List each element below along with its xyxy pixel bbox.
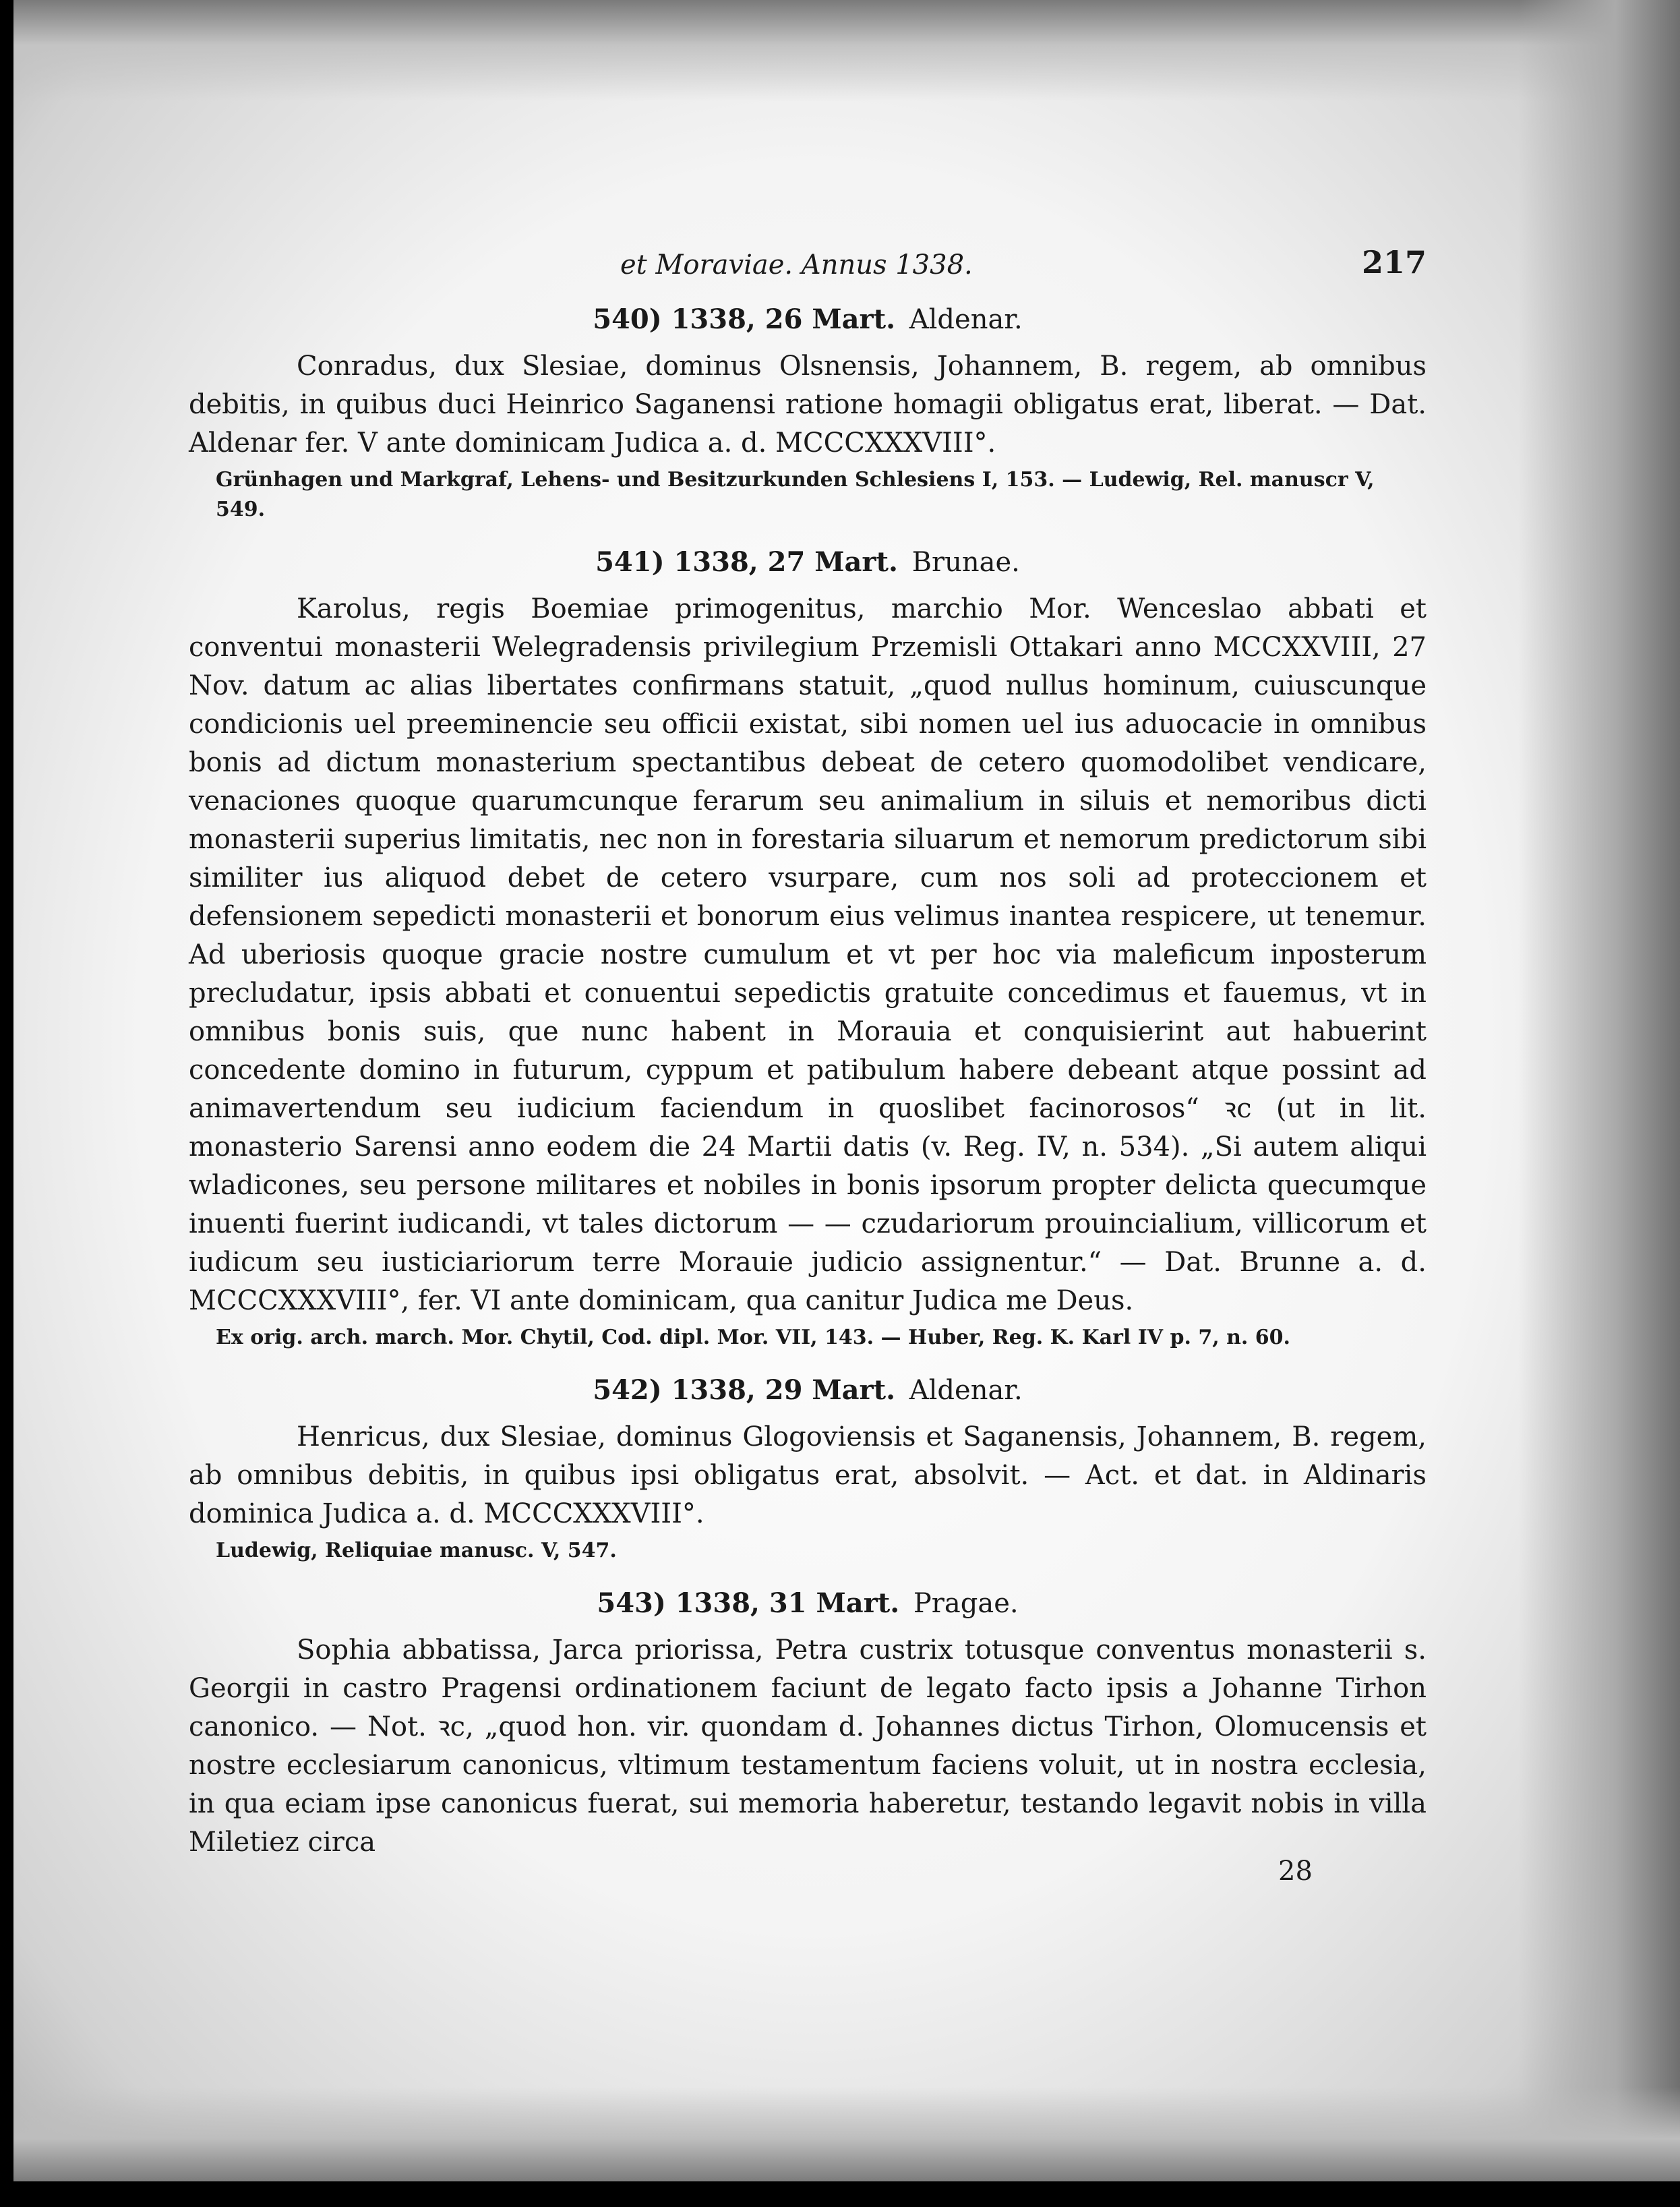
entry-text [189,1631,1427,1862]
scanned-page [13,0,1680,2181]
entry-540 [189,303,1427,525]
printer-signature: 28 [1278,1856,1313,1887]
entry-number: 543) 1338, 31 Mart. [597,1587,900,1619]
entry-heading [189,1374,1427,1406]
page-shadow-top [13,0,1680,101]
entry-source: Grünhagen und Markgraf, Lehens- und Besitzurkunden Schlesiens I, 153. — Ludewig, Rel. manuscr V, 549. [216,468,1375,521]
page-number: 217 [1361,244,1427,281]
entry-text [189,590,1427,1320]
entry-source: Ludewig, Reliquiae manusc. V, 547. [216,1539,617,1562]
entry-place: Aldenar. [909,1375,1023,1406]
entry-heading [189,303,1427,335]
entry-body: Conradus, dux Slesiae, dominus Olsnensis, Johannem, B. regem, ab omnibus debitis, in quibus duci Heinrico Saganensi ratione homagii obligatus erat, liberat. — Dat. Aldenar fer. V ante dominicam Judica a. d. MCCCXXXVIII°. [189,351,1427,459]
entry-place: Aldenar. [909,304,1023,335]
entry-543 [189,1587,1427,1862]
entry-body: Henricus, dux Slesiae, dominus Glogoviensis et Saganensis, Johannem, B. regem, ab omnibus debitis, in quibus ipsi obligatus erat, absolvit. — Act. et dat. in Aldinaris dominica Judica a. d. MCCCXXXVIII°. [189,1421,1427,1529]
entry-number: 540) 1338, 26 Mart. [593,303,896,335]
entry-heading [189,546,1427,578]
entry-text [189,1418,1427,1533]
page-shadow-bottom [13,2087,1680,2181]
page-shadow-right [1518,0,1680,2181]
entry-body: Karolus, regis Boemiae primogenitus, marchio Mor. Wenceslao abbati et conventui monasterii Welegradensis privilegium Przemisli Ottakari anno MCCXXVIII, 27 Nov. datum ac alias libertates confirmans statuit, „quod nullus hominum, cuiuscunque condicionis uel preeminencie seu officii existat, sibi nomen uel ius aduocacie in omnibus bonis ad dictum monasterium spectantibus debeat de cetero quomodolibet vendicare, venaciones quoque quarumcunque ferarum seu animalium in siluis et nemoribus dicti monasterii superius limitatis, nec non in forestaria siluarum et nemorum predictorum sibi similiter ius aliquod debet de cetero vsurpare, cum nos soli ad proteccionem et defensionem sepedicti monasterii et bonorum eius velimus inantea respicere, ut tenemur. Ad uberiosis quoque gracie nostre cumulum et vt per hoc via maleficum inposterum precludatur, ipsis abbati et conuentui sepedictis gratuite concedimus et fauemus, vt in omnibus bonis suis, que nunc habent in Morauia et conquisierint aut habuerint concedente domino in futurum, cyppum et patibulum habere debeant atque possint ad animavertendum seu iudicium faciendum in quoslibet facinorosos“ ꝛc (ut in lit. monasterio Sarensi anno eodem die 24 Martii datis (v. Reg. IV, n. 534). „Si autem aliqui wladicones, seu persone militares et nobiles in bonis ipsorum propter delicta quecumque inuenti fuerint iudicandi, vt tales dictorum — — czudariorum prouincialium, villicorum et iudicum seu iusticiariorum terre Morauie judicio assignentur.“ — Dat. Brunne a. d. MCCCXXXVIII°, fer. VI ante dominicam, qua canitur Judica me Deus. [189,593,1427,1316]
entry-place: Brunae. [911,547,1020,578]
entry-541 [189,546,1427,1353]
entry-text [189,347,1427,463]
running-title: et Moraviae. Annus 1338. [620,249,973,281]
entry-source: Ex orig. arch. march. Mor. Chytil, Cod. dipl. Mor. VII, 143. — Huber, Reg. K. Karl IV p. 7, n. 60. [216,1326,1290,1349]
entry-number: 542) 1338, 29 Mart. [593,1374,896,1406]
entry-heading [189,1587,1427,1619]
entry-body: Sophia abbatissa, Jarca priorissa, Petra custrix totusque conventus monasterii s. Georgii in castro Pragensi ordinationem faciunt de legato facto ipsis a Johanne Tirhon canonico. — Not. ꝛc, „quod hon. vir. quondam d. Johannes dictus Tirhon, Olomucensis et nostre ecclesiarum canonicus, vltimum testamentum faciens voluit, ut in nostra ecclesia, in qua eciam ipse canonicus fuerat, sui memoria haberetur, testando legavit nobis in villa Miletiez circa [189,1635,1427,1858]
text-block [189,244,1427,1875]
entry-542 [189,1374,1427,1566]
entry-place: Pragae. [913,1588,1019,1619]
running-head [189,244,1427,291]
entry-number: 541) 1338, 27 Mart. [595,546,898,578]
